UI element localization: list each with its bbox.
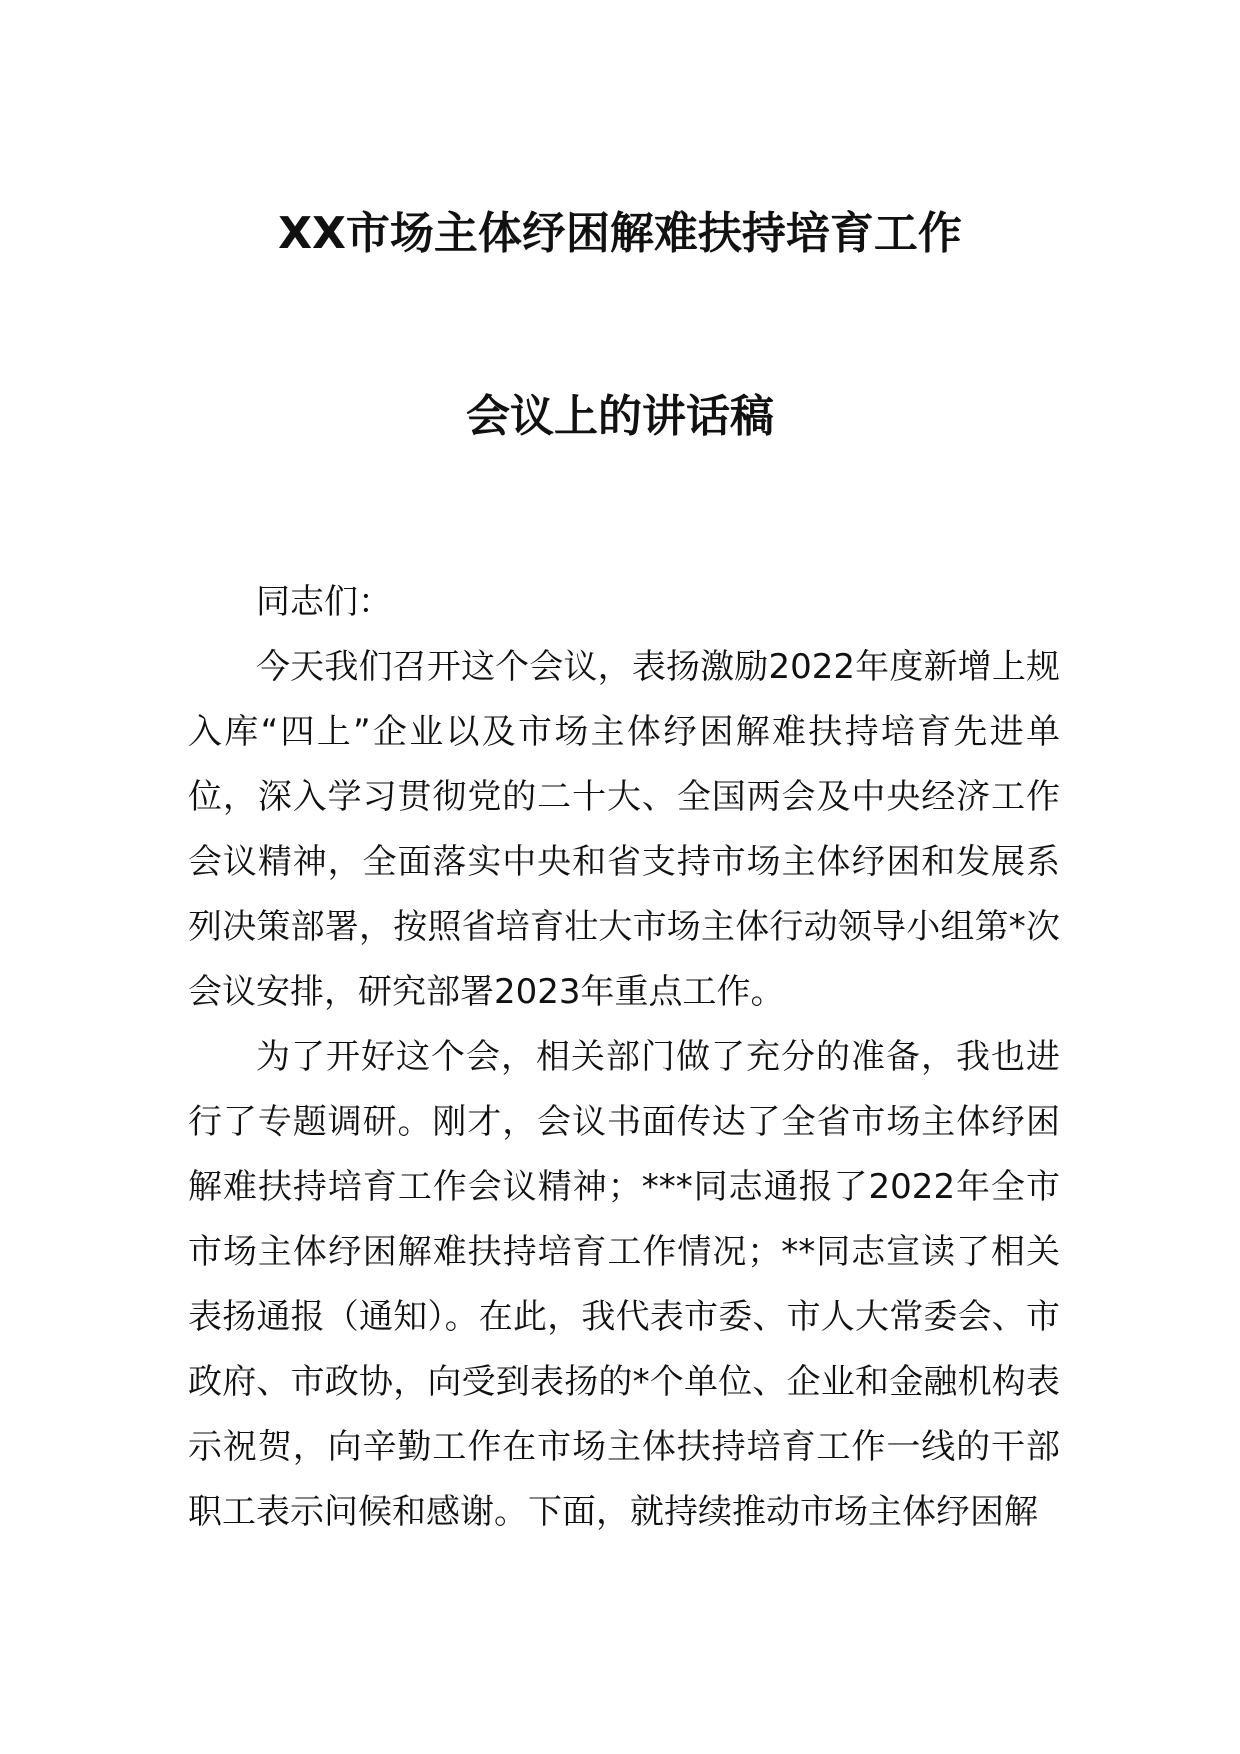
salutation: 同志们： xyxy=(256,582,392,622)
paragraph-1: 今天我们召开这个会议，表扬激励2022年度新增上规入库“四上”企业以及市场主体纾困解难扶持培育先进单位，深入学习贯彻党的二十大、全国两会及中央经济工作会议精神，全面落实中央和省支持市场主体纾困和发展系列决策部署，按照省培育壮大市场主体行动领导小组第*次会议安排，研究部署2023年重点工作。 xyxy=(188,647,1060,1012)
document-title-line-1: XX市场主体纾困解难扶持培育工作 xyxy=(278,208,962,259)
document-body xyxy=(188,570,1060,1545)
paragraph-2: 为了开好这个会，相关部门做了充分的准备，我也进行了专题调研。刚才，会议书面传达了全省市场主体纾困解难扶持培育工作会议精神；***同志通报了2022年全市市场主体纾困解难扶持培育工作情况；**同志宣读了相关表扬通报（通知）。在此，我代表市委、市人大常委会、市政府、市政协，向受到表扬的*个单位、企业和金融机构表示祝贺，向辛勤工作在市场主体扶持培育工作一线的干部职工表示问候和感谢。下面，就持续推动市场主体纾困解 xyxy=(188,1037,1060,1532)
document-title-line-2: 会议上的讲话稿 xyxy=(466,391,774,442)
